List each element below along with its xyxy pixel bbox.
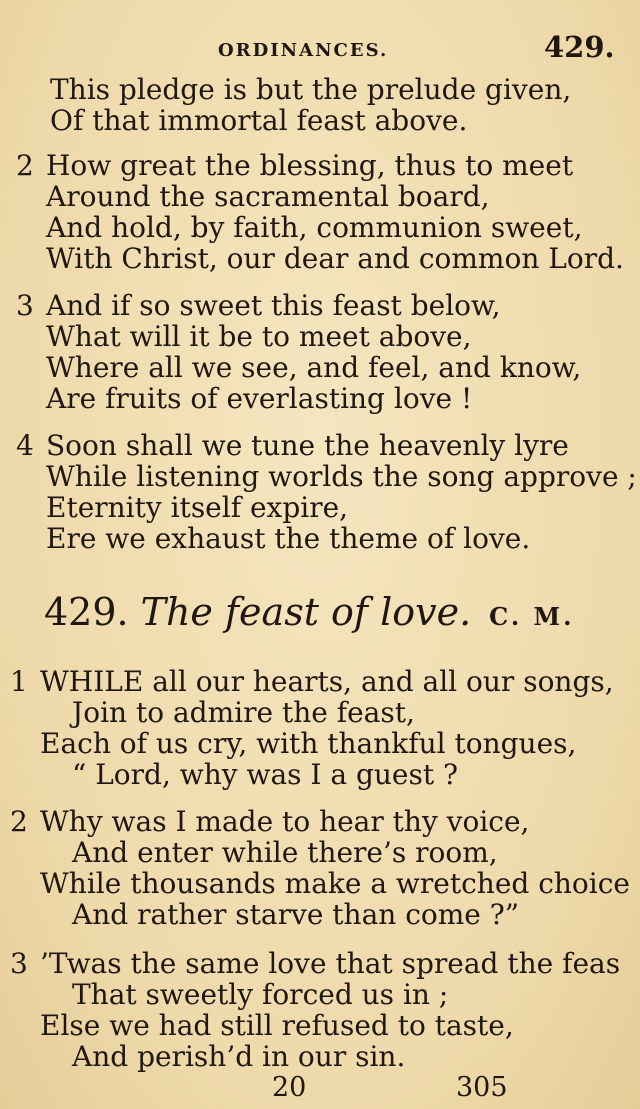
verse-line: And rather starve than come ?”: [72, 898, 520, 931]
verse-line: And hold, by faith, communion sweet,: [46, 211, 583, 244]
verse-line: Where all we see, and feel, and know,: [46, 351, 582, 384]
verse-line: Join to admire the feast,: [72, 696, 415, 729]
verse-line: Else we had still refused to taste,: [40, 1009, 514, 1042]
verse-line: Around the sacramental board,: [46, 180, 490, 213]
verse-line: And enter while there’s room,: [72, 836, 498, 869]
verse-line: Are fruits of everlasting love !: [46, 382, 473, 415]
stanza-number: 3: [10, 947, 28, 980]
verse-line: Of that immortal feast above.: [50, 104, 468, 137]
stanza-number: 4: [16, 429, 34, 462]
verse-line: Soon shall we tune the heavenly lyre: [46, 429, 569, 462]
verse-line: ’Twas the same love that spread the feas: [40, 947, 621, 980]
stanza-number: 1: [10, 665, 28, 698]
hymn-title: The feast of love.: [140, 590, 472, 634]
verse-line: Why was I made to hear thy voice,: [40, 805, 530, 838]
hymn-meter: C. M.: [489, 602, 575, 631]
verse-line: How great the blessing, thus to meet: [46, 149, 574, 182]
verse-line: Ere we exhaust the theme of love.: [46, 522, 531, 555]
verse-line: WHILE all our hearts, and all our songs,: [40, 665, 614, 698]
verse-line: And perish’d in our sin.: [72, 1040, 406, 1073]
verse-line: Eternity itself expire,: [46, 491, 349, 524]
verse-line: Each of us cry, with thankful tongues,: [40, 727, 577, 760]
stanza-number: 2: [16, 149, 34, 182]
hymn-heading: [44, 590, 574, 634]
running-header-title: ORDINANCES.: [218, 40, 389, 61]
verse-line: “ Lord, why was I a guest ?: [72, 758, 459, 791]
stanza-1: [0, 666, 640, 790]
verse-line: What will it be to meet above,: [46, 320, 472, 353]
stanza-prev-2: [0, 150, 640, 274]
stanza-3: [0, 948, 640, 1072]
verse-line: With Christ, our dear and common Lord.: [46, 242, 624, 275]
running-header-page-number: 429.: [544, 30, 615, 64]
verse-line: While listening worlds the song approve ;: [46, 460, 637, 493]
stanza-2: [0, 806, 640, 930]
stanza-number: 2: [10, 805, 28, 838]
continuation-stanza: [0, 74, 640, 136]
stanza-prev-4: [0, 430, 640, 554]
signature-mark: 20: [272, 1072, 307, 1103]
stanza-prev-3: [0, 290, 640, 414]
stanza-number: 3: [16, 289, 34, 322]
verse-line: While thousands make a wretched choice: [40, 867, 630, 900]
verse-line: This pledge is but the prelude given,: [50, 73, 572, 106]
verse-line: And if so sweet this feast below,: [46, 289, 501, 322]
footer-page-number: 305: [456, 1072, 508, 1103]
hymn-number: 429.: [44, 590, 129, 634]
verse-line: That sweetly forced us in ;: [72, 978, 449, 1011]
